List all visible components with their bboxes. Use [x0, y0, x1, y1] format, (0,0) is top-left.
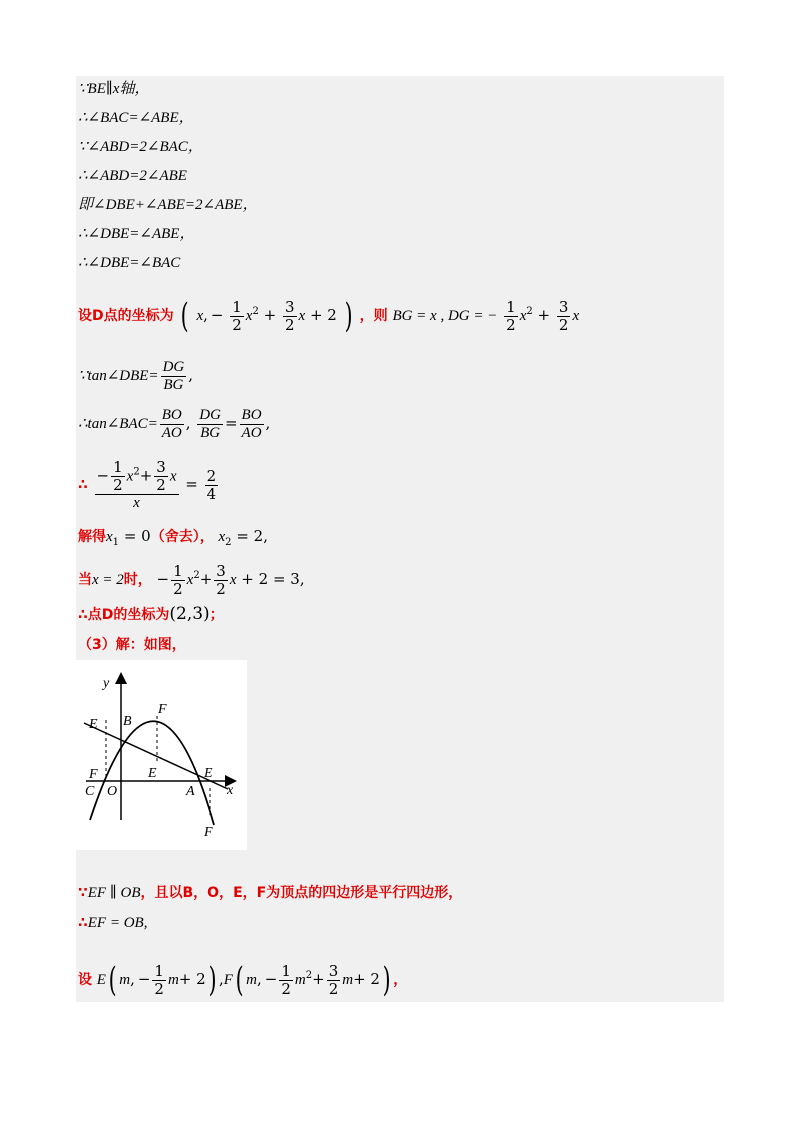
line-ef-parallel-ob [78, 882, 462, 903]
label-e-right: E [204, 766, 213, 781]
label-f-bottom: F [204, 825, 213, 840]
line-text: ∵tan∠DBE= [78, 368, 159, 384]
fraction: $\frac{3}{2}$ [558, 297, 569, 334]
line-text-red: ∴点D的坐标为 [78, 607, 170, 623]
label-x: x [227, 783, 234, 798]
line-when-x2: 当x = 2时， − $\frac{1}{2}$ $x^2+$ $\frac{3}{2}$ x + 2 = 3, [78, 561, 305, 598]
line-text: ∵BE∥x轴， [78, 81, 150, 97]
line-d-coordinate: 设D点的坐标为 ( x, − $\frac{1}{2}$ $x^2$ + $\frac{3}{2}$ x + 2 ) ，则 BG = x , DG = − $\frac{1}{2}$ $x^2$ + $\frac{3}{2}$ x [78, 296, 580, 336]
line-text: ∴∠DBE=∠BAC [78, 255, 181, 271]
line-dbe-abe [78, 223, 194, 244]
fraction: $\frac{1}{2}$ [232, 297, 242, 334]
line-text-red: 设 [78, 972, 92, 988]
left-paren: ( [181, 296, 190, 336]
line-set-ef: 设 E( m, − $\frac{1}{2}$ m+ 2) ,F( m, − $\frac{1}{2}$ $m^2+$ $\frac{3}{2}$ m+ 2) ， [78, 960, 408, 1000]
line-part3 [78, 634, 186, 655]
line-text-red: 时， [123, 572, 152, 588]
fraction: $\frac{BO}{AO}$ [161, 406, 182, 441]
line-text-red: ∴ [78, 915, 88, 931]
line-text: ∴∠DBE=∠ABE， [78, 226, 195, 242]
fraction: $\frac{2}{4}$ [206, 466, 217, 503]
fraction: $\frac{3}{2}$ [284, 297, 295, 334]
line-dbe-bac [78, 252, 180, 273]
line-text-red: ∴ [78, 477, 88, 493]
math-var: x [196, 308, 204, 324]
label-o: O [107, 784, 118, 799]
parabola-figure [76, 660, 247, 850]
math-expr: EF ∥ OB [87, 885, 141, 901]
line-text: ∴tan∠BAC= [78, 416, 158, 432]
big-fraction: − $\frac{1}{2}$ $x^2+$ $\frac{3}{2}$ x x [96, 457, 177, 511]
line-text-red: 解得 [78, 529, 106, 545]
line-tan-dbe: ∵tan∠DBE= $\frac{DG}{BG}$ , [78, 358, 194, 393]
line-abd-2bac [78, 136, 203, 157]
math-expr: EF = OB, [87, 915, 148, 931]
fraction: $\frac{DG}{BG}$ [199, 406, 221, 441]
line-text: ∴∠BAC=∠ABE， [78, 110, 194, 126]
fraction: $\frac{BO}{AO}$ [241, 406, 262, 441]
label-b: B [123, 714, 132, 729]
line-tan-bac: ∴tan∠BAC= $\frac{BO}{AO}$ , $\frac{DG}{BG}$ = $\frac{BO}{AO}$ , [78, 406, 271, 441]
label-a: A [186, 784, 195, 799]
math-expr: BG = x , DG = − [392, 308, 498, 324]
line-text: ∵∠ABD=2∠BAC， [78, 139, 203, 155]
line-equation: ∴ − $\frac{1}{2}$ $x^2+$ $\frac{3}{2}$ x x = $\frac{2}{4}$ [78, 457, 217, 511]
line-text-red: ∵ [78, 885, 88, 901]
line-ef-eq-ob [78, 912, 147, 933]
line-bac-abe [78, 107, 194, 128]
right-paren: ) [344, 296, 353, 336]
label-e-left: E [89, 717, 98, 732]
figure-svg [76, 660, 247, 850]
line-text-red: ，且以B，O，E，F为顶点的四边形是平行四边形， [140, 885, 463, 901]
line-text: 即∠DBE+∠ABE=2∠ABE， [78, 197, 258, 213]
label-y: y [103, 676, 110, 691]
label-c: C [85, 784, 95, 799]
line-be-parallel [78, 78, 149, 99]
line-d-result: ∴点D的坐标为(2,3)； [78, 604, 224, 624]
fraction: $\frac{1}{2}$ [506, 297, 516, 334]
line-text: ∴∠ABD=2∠ABE [78, 168, 187, 184]
line-dbe-sum [78, 194, 258, 215]
label-f-left: F [89, 767, 98, 782]
line-text-red: ，则 [359, 308, 388, 324]
line-text-red: 设D点的坐标为 [78, 308, 174, 324]
label-e-mid: E [148, 766, 157, 781]
line-text-red: （舍去）， [150, 529, 214, 545]
line-text-red: 当 [78, 572, 92, 588]
fraction: $\frac{DG}{BG}$ [162, 358, 185, 393]
line-solve: 解得$x_1 = 0$（舍去）， $x_2 = 2$, [78, 527, 268, 548]
line-abd-2abe [78, 165, 187, 186]
label-f-top: F [158, 702, 167, 717]
line-text-red: （3）解：如图， [78, 637, 186, 653]
